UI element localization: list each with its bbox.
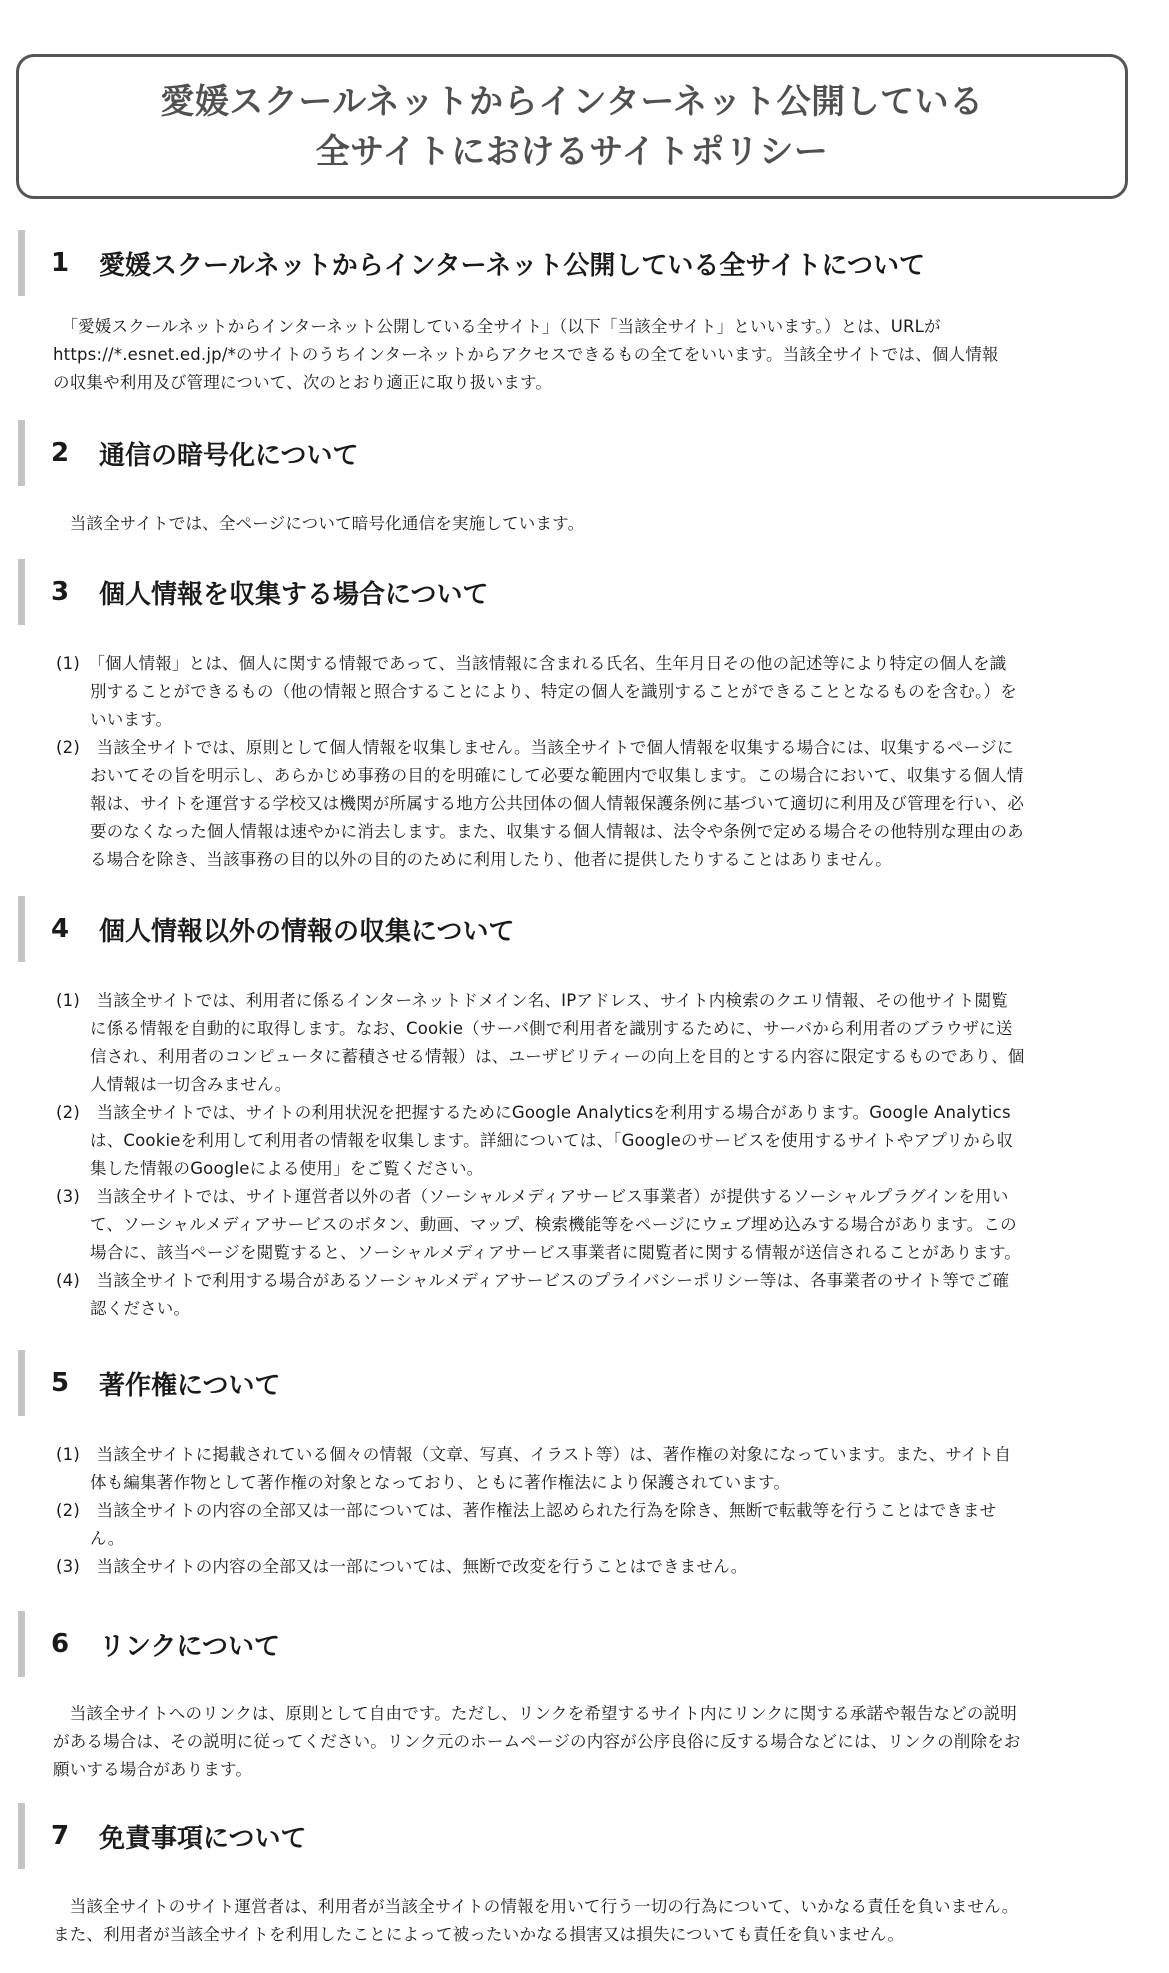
section-1-heading	[18, 230, 1118, 296]
document-title-box	[16, 54, 1128, 199]
section-6-paragraph	[53, 1700, 1021, 1784]
list-item-line: 体も編集著作物として著作権の対象となっており、ともに著作権法により保護されています。	[90, 1473, 791, 1492]
list-item-line: 場合に、該当ページを閲覧すると、ソーシャルメディアサービス事業者に閲覧者に関する情報が送信されることがあります。	[90, 1243, 1022, 1262]
section-1-paragraph	[53, 313, 999, 397]
section-number: 4	[51, 914, 70, 944]
list-item-line: (2) 当該全サイトでは、サイトの利用状況を把握するためにGoogle Analyticsを利用する場合があります。Google Analytics	[56, 1103, 1011, 1122]
section-4-list	[56, 987, 1025, 1323]
section-title: 通信の暗号化について	[99, 440, 359, 471]
list-item	[56, 1267, 1025, 1323]
section-number: 3	[51, 577, 70, 607]
section-3-heading	[18, 559, 1118, 625]
list-item-line: (2) 当該全サイトの内容の全部又は一部については、著作権法上認められた行為を除き、無断で転載等を行うことはできませ	[56, 1501, 997, 1520]
list-item-line: 認ください。	[90, 1299, 191, 1318]
list-item-line: (2) 当該全サイトでは、原則として個人情報を収集しません。当該全サイトで個人情報を収集する場合には、収集するページに	[56, 738, 1014, 757]
section-title: 免責事項について	[99, 1823, 307, 1854]
list-item-line: 人情報は一切含みません。	[90, 1075, 292, 1094]
list-item	[56, 1553, 1011, 1581]
section-5-heading	[18, 1350, 1118, 1416]
section-5-list	[56, 1441, 1011, 1581]
list-item-line: に係る情報を自動的に取得します。なお、Cookie（サーバ側で利用者を識別するために、サーバから利用者のブラウザに送	[90, 1019, 1013, 1038]
section-4-heading	[18, 896, 1118, 962]
section-title: 個人情報を収集する場合について	[99, 579, 489, 610]
list-item-line: 別することができるもの（他の情報と照合することにより、特定の個人を識別することができることとなるものを含む。）を	[90, 682, 1017, 701]
list-item-line: 報は、サイトを運営する学校又は機関が所属する地方公共団体の個人情報保護条例に基づいて適切に利用及び管理を行い、必	[90, 794, 1025, 813]
paragraph-line: の収集や利用及び管理について、次のとおり適正に取り扱います。	[53, 373, 553, 392]
list-item	[56, 987, 1025, 1099]
list-item-line: 信され、利用者のコンピュータに蓄積させる情報）は、ユーザビリティーの向上を目的とする内容に限定するものであり、個	[90, 1047, 1025, 1066]
list-item	[56, 650, 1024, 734]
section-title: 個人情報以外の情報の収集について	[99, 916, 515, 947]
list-item-line: (1) 当該全サイトでは、利用者に係るインターネットドメイン名、IPアドレス、サイト内検索のクエリ情報、その他サイト閲覧	[56, 991, 1008, 1010]
paragraph-line: 当該全サイトのサイト運営者は、利用者が当該全サイトの情報を用いて行う一切の行為について、いかなる責任を負いません。	[53, 1897, 1019, 1916]
list-item-line: ん。	[90, 1529, 125, 1548]
list-item-line: (4) 当該全サイトで利用する場合があるソーシャルメディアサービスのプライバシーポリシー等は、各事業者のサイト等でご確	[56, 1271, 1010, 1290]
document-title-line-2: 全サイトにおけるサイトポリシー	[315, 132, 829, 172]
list-item-line: いいます。	[90, 710, 173, 729]
paragraph-line: 「愛媛スクールネットからインターネット公開している全サイト」（以下「当該全サイト」といいます。）とは、URLが	[53, 317, 941, 336]
section-title: 愛媛スクールネットからインターネット公開している全サイトについて	[99, 250, 926, 281]
list-item-line: 集した情報のGoogleによる使用」をご覧ください。	[90, 1159, 484, 1178]
section-number: 7	[51, 1821, 70, 1851]
paragraph-line: 当該全サイトへのリンクは、原則として自由です。ただし、リンクを希望するサイト内にリンクに関する承諾や報告などの説明	[53, 1704, 1017, 1723]
list-item	[56, 1183, 1025, 1267]
list-item-line: る場合を除き、当該事務の目的以外の目的のために利用したり、他者に提供したりすることはありません。	[90, 850, 892, 869]
list-item-line: (3) 当該全サイトでは、サイト運営者以外の者（ソーシャルメディアサービス事業者）が提供するソーシャルプラグインを用い	[56, 1187, 1009, 1206]
list-item	[56, 1441, 1011, 1497]
paragraph-line: また、利用者が当該全サイトを利用したことによって被ったいかなる損害又は損失についても責任を負いません。	[53, 1925, 905, 1944]
section-title: 著作権について	[99, 1370, 281, 1401]
section-number: 6	[51, 1629, 70, 1659]
list-item-line: (3) 当該全サイトの内容の全部又は一部については、無断で改変を行うことはできません。	[56, 1557, 748, 1576]
section-number: 2	[51, 438, 70, 468]
section-title: リンクについて	[99, 1631, 280, 1662]
list-item-line: は、Cookieを利用して利用者の情報を収集します。詳細については、「Googleのサービスを使用するサイトやアプリから収	[90, 1131, 1014, 1150]
paragraph-line: 願いする場合があります。	[53, 1760, 253, 1779]
paragraph-line: 当該全サイトでは、全ページについて暗号化通信を実施しています。	[53, 514, 585, 533]
paragraph-line: https://*.esnet.ed.jp/*のサイトのうちインターネットからアクセスできるもの全てをいいます。当該全サイトでは、個人情報	[53, 345, 999, 364]
section-number: 5	[51, 1368, 70, 1398]
list-item-line: て、ソーシャルメディアサービスのボタン、動画、マップ、検索機能等をページにウェブ埋め込みする場合があります。この	[90, 1215, 1017, 1234]
list-item	[56, 1099, 1025, 1183]
section-3-list	[56, 650, 1024, 874]
list-item	[56, 734, 1024, 874]
list-item-line: おいてその旨を明示し、あらかじめ事務の目的を明確にして必要な範囲内で収集します。この場合において、収集する個人情	[90, 766, 1024, 785]
list-item	[56, 1497, 1011, 1553]
section-7-heading	[18, 1803, 1118, 1869]
section-6-heading	[18, 1611, 1118, 1677]
paragraph-line: がある場合は、その説明に従ってください。リンク元のホームページの内容が公序良俗に反する場合などには、リンクの削除をお	[53, 1732, 1021, 1751]
section-2-heading	[18, 420, 1118, 486]
document-title-line-1: 愛媛スクールネットからインターネット公開している	[160, 82, 984, 122]
section-2-paragraph	[53, 510, 584, 538]
list-item-line: (1) 当該全サイトに掲載されている個々の情報（文章、写真、イラスト等）は、著作権の対象になっています。また、サイト自	[56, 1445, 1012, 1464]
section-7-paragraph	[53, 1893, 1018, 1949]
list-item-line: (1) 「個人情報」とは、個人に関する情報であって、当該情報に含まれる氏名、生年月日その他の記述等により特定の個人を識	[56, 654, 1007, 673]
section-number: 1	[51, 248, 70, 278]
list-item-line: 要のなくなった個人情報は速やかに消去します。また、収集する個人情報は、法令や条例で定める場合その他特別な理由のあ	[90, 822, 1024, 841]
